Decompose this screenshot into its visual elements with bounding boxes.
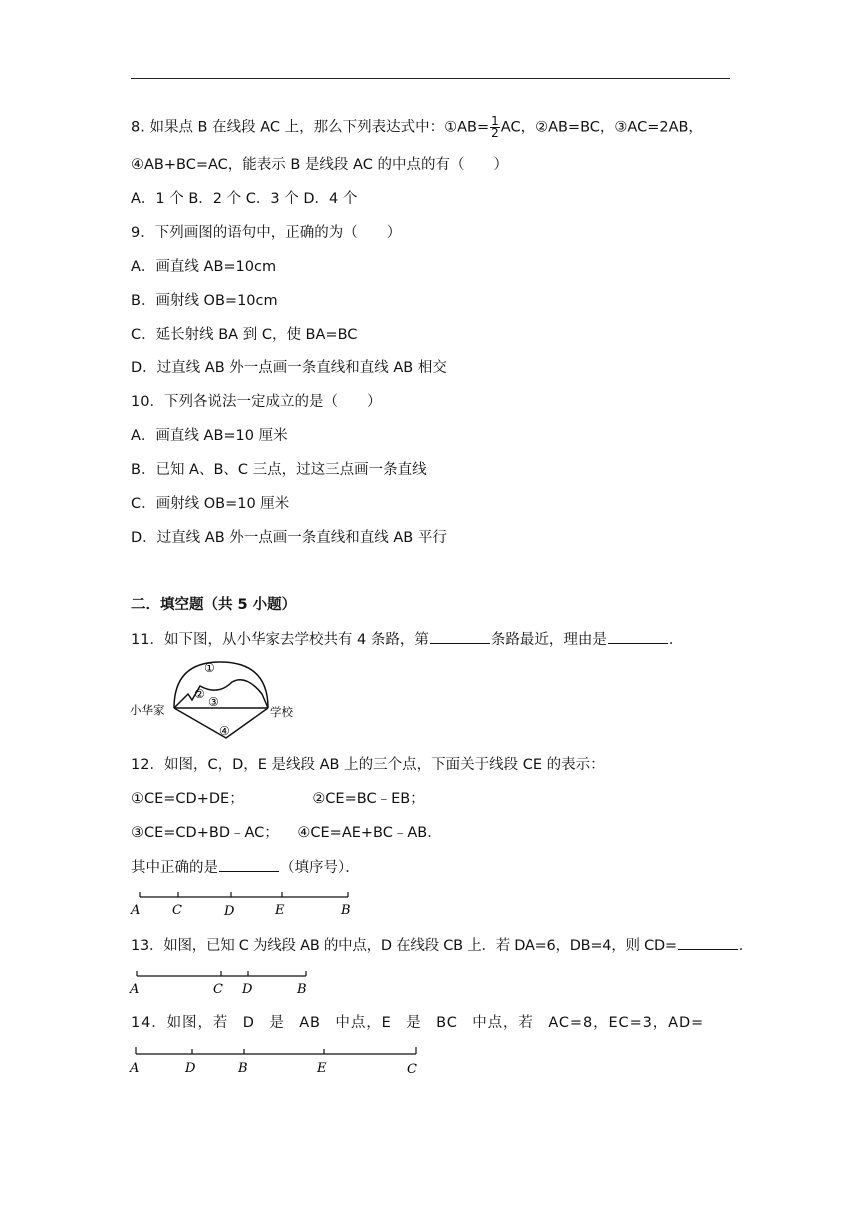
q11-text-b: 条路最近，理由是 xyxy=(490,632,607,648)
point-e: E xyxy=(275,903,285,918)
point-d: D xyxy=(242,982,253,997)
point-c: C xyxy=(172,903,182,918)
point-b: B xyxy=(341,903,351,918)
label-route-3: ③ xyxy=(208,695,219,709)
point-a: A xyxy=(130,1061,140,1076)
q13-text: 13．如图，已知 C 为线段 AB 的中点，D 在线段 CB 上．若 DA=6，DB=4，则 CD= xyxy=(131,938,677,954)
q10-stem: 10．下列各说法一定成立的是（ ） xyxy=(131,394,382,410)
q11-blank-2[interactable] xyxy=(608,629,668,644)
q8-line2: ④AB+BC=AC，能表示 B 是线段 AC 的中点的有（ ） xyxy=(131,157,508,173)
q11-route-figure xyxy=(128,656,303,744)
point-e: E xyxy=(317,1061,327,1076)
label-route-4: ④ xyxy=(219,724,230,738)
point-a: A xyxy=(130,982,140,997)
q10-option-d: D．过直线 AB 外一点画一条直线和直线 AB 平行 xyxy=(131,530,447,546)
q11-text-c: ． xyxy=(668,632,684,648)
q13-stem xyxy=(131,935,753,956)
q12-answer-line xyxy=(131,857,360,878)
section-title: 二．填空题（共 5 小题） xyxy=(131,597,297,613)
point-c: C xyxy=(213,982,223,997)
q12-statement-1: ①CE=CD+DE； xyxy=(131,791,244,807)
q12-statements-1-2 xyxy=(131,789,425,809)
q12-stem: 12．如图，C，D，E 是线段 AB 上的三个点，下面关于线段 CE 的表示： xyxy=(131,757,605,773)
q14-segment-figure xyxy=(128,1044,428,1078)
fraction-numerator: 1 xyxy=(491,114,499,128)
q14-stem: 14．如图，若 D 是 AB 中点，E 是 BC 中点，若 AC=8，EC=3，AD= xyxy=(131,1015,705,1031)
q11-text-a: 11．如下图，从小华家去学校共有 4 条路，第 xyxy=(131,632,429,648)
point-d: D xyxy=(185,1061,196,1076)
point-d: D xyxy=(224,904,235,919)
q11-stem xyxy=(131,629,683,650)
q8-line1 xyxy=(131,116,703,139)
point-c: C xyxy=(407,1062,417,1077)
q10-option-c: C．画射线 OB=10 厘米 xyxy=(131,496,290,512)
q10-option-b: B．已知 A、B、C 三点，过这三点画一条直线 xyxy=(131,462,427,478)
q12-segment-figure xyxy=(128,888,358,920)
q13-blank[interactable] xyxy=(678,935,738,950)
label-route-2: ② xyxy=(194,687,205,701)
q12-answer-hint: （填序号）． xyxy=(280,860,360,876)
label-home: 小华家 xyxy=(130,703,165,717)
label-route-1: ① xyxy=(204,661,215,675)
header-rule xyxy=(131,78,730,79)
q8-text-a: 8. 如果点 B 在线段 AC 上，那么下列表达式中：①AB= xyxy=(131,119,490,136)
q12-statement-4: ④CE=AE+BC﹣AB． xyxy=(297,825,442,841)
q12-answer-text: 其中正确的是 xyxy=(131,860,218,876)
q9-stem: 9．下列画图的语句中，正确的为（ ） xyxy=(131,225,402,241)
q12-statement-3: ③CE=CD+BD﹣AC； xyxy=(131,825,279,841)
point-a: A xyxy=(131,903,141,918)
q8-options: A．1 个 B．2 个 C．3 个 D．4 个 xyxy=(131,191,358,207)
fraction-denominator: 2 xyxy=(491,126,499,140)
q12-statements-3-4 xyxy=(131,823,442,843)
q13-segment-figure xyxy=(128,966,318,998)
route-2-zigzag xyxy=(174,680,268,708)
q10-option-a: A．画直线 AB=10 厘米 xyxy=(131,428,288,444)
q9-option-c: C．延长射线 BA 到 C，使 BA=BC xyxy=(131,327,358,343)
q12-blank[interactable] xyxy=(219,857,279,872)
q11-blank-1[interactable] xyxy=(430,629,490,644)
q13-end: ． xyxy=(738,938,754,954)
fraction-one-half xyxy=(490,116,500,139)
point-b: B xyxy=(238,1061,248,1076)
point-b: B xyxy=(297,982,307,997)
q8-text-b: AC，②AB=BC，③AC=2AB， xyxy=(500,119,703,136)
q9-option-d: D．过直线 AB 外一点画一条直线和直线 AB 相交 xyxy=(131,360,447,376)
label-school: 学校 xyxy=(270,705,293,719)
q12-statement-2: ②CE=BC﹣EB； xyxy=(312,791,425,807)
q9-option-a: A．画直线 AB=10cm xyxy=(131,259,277,275)
q9-option-b: B．画射线 OB=10cm xyxy=(131,293,278,309)
